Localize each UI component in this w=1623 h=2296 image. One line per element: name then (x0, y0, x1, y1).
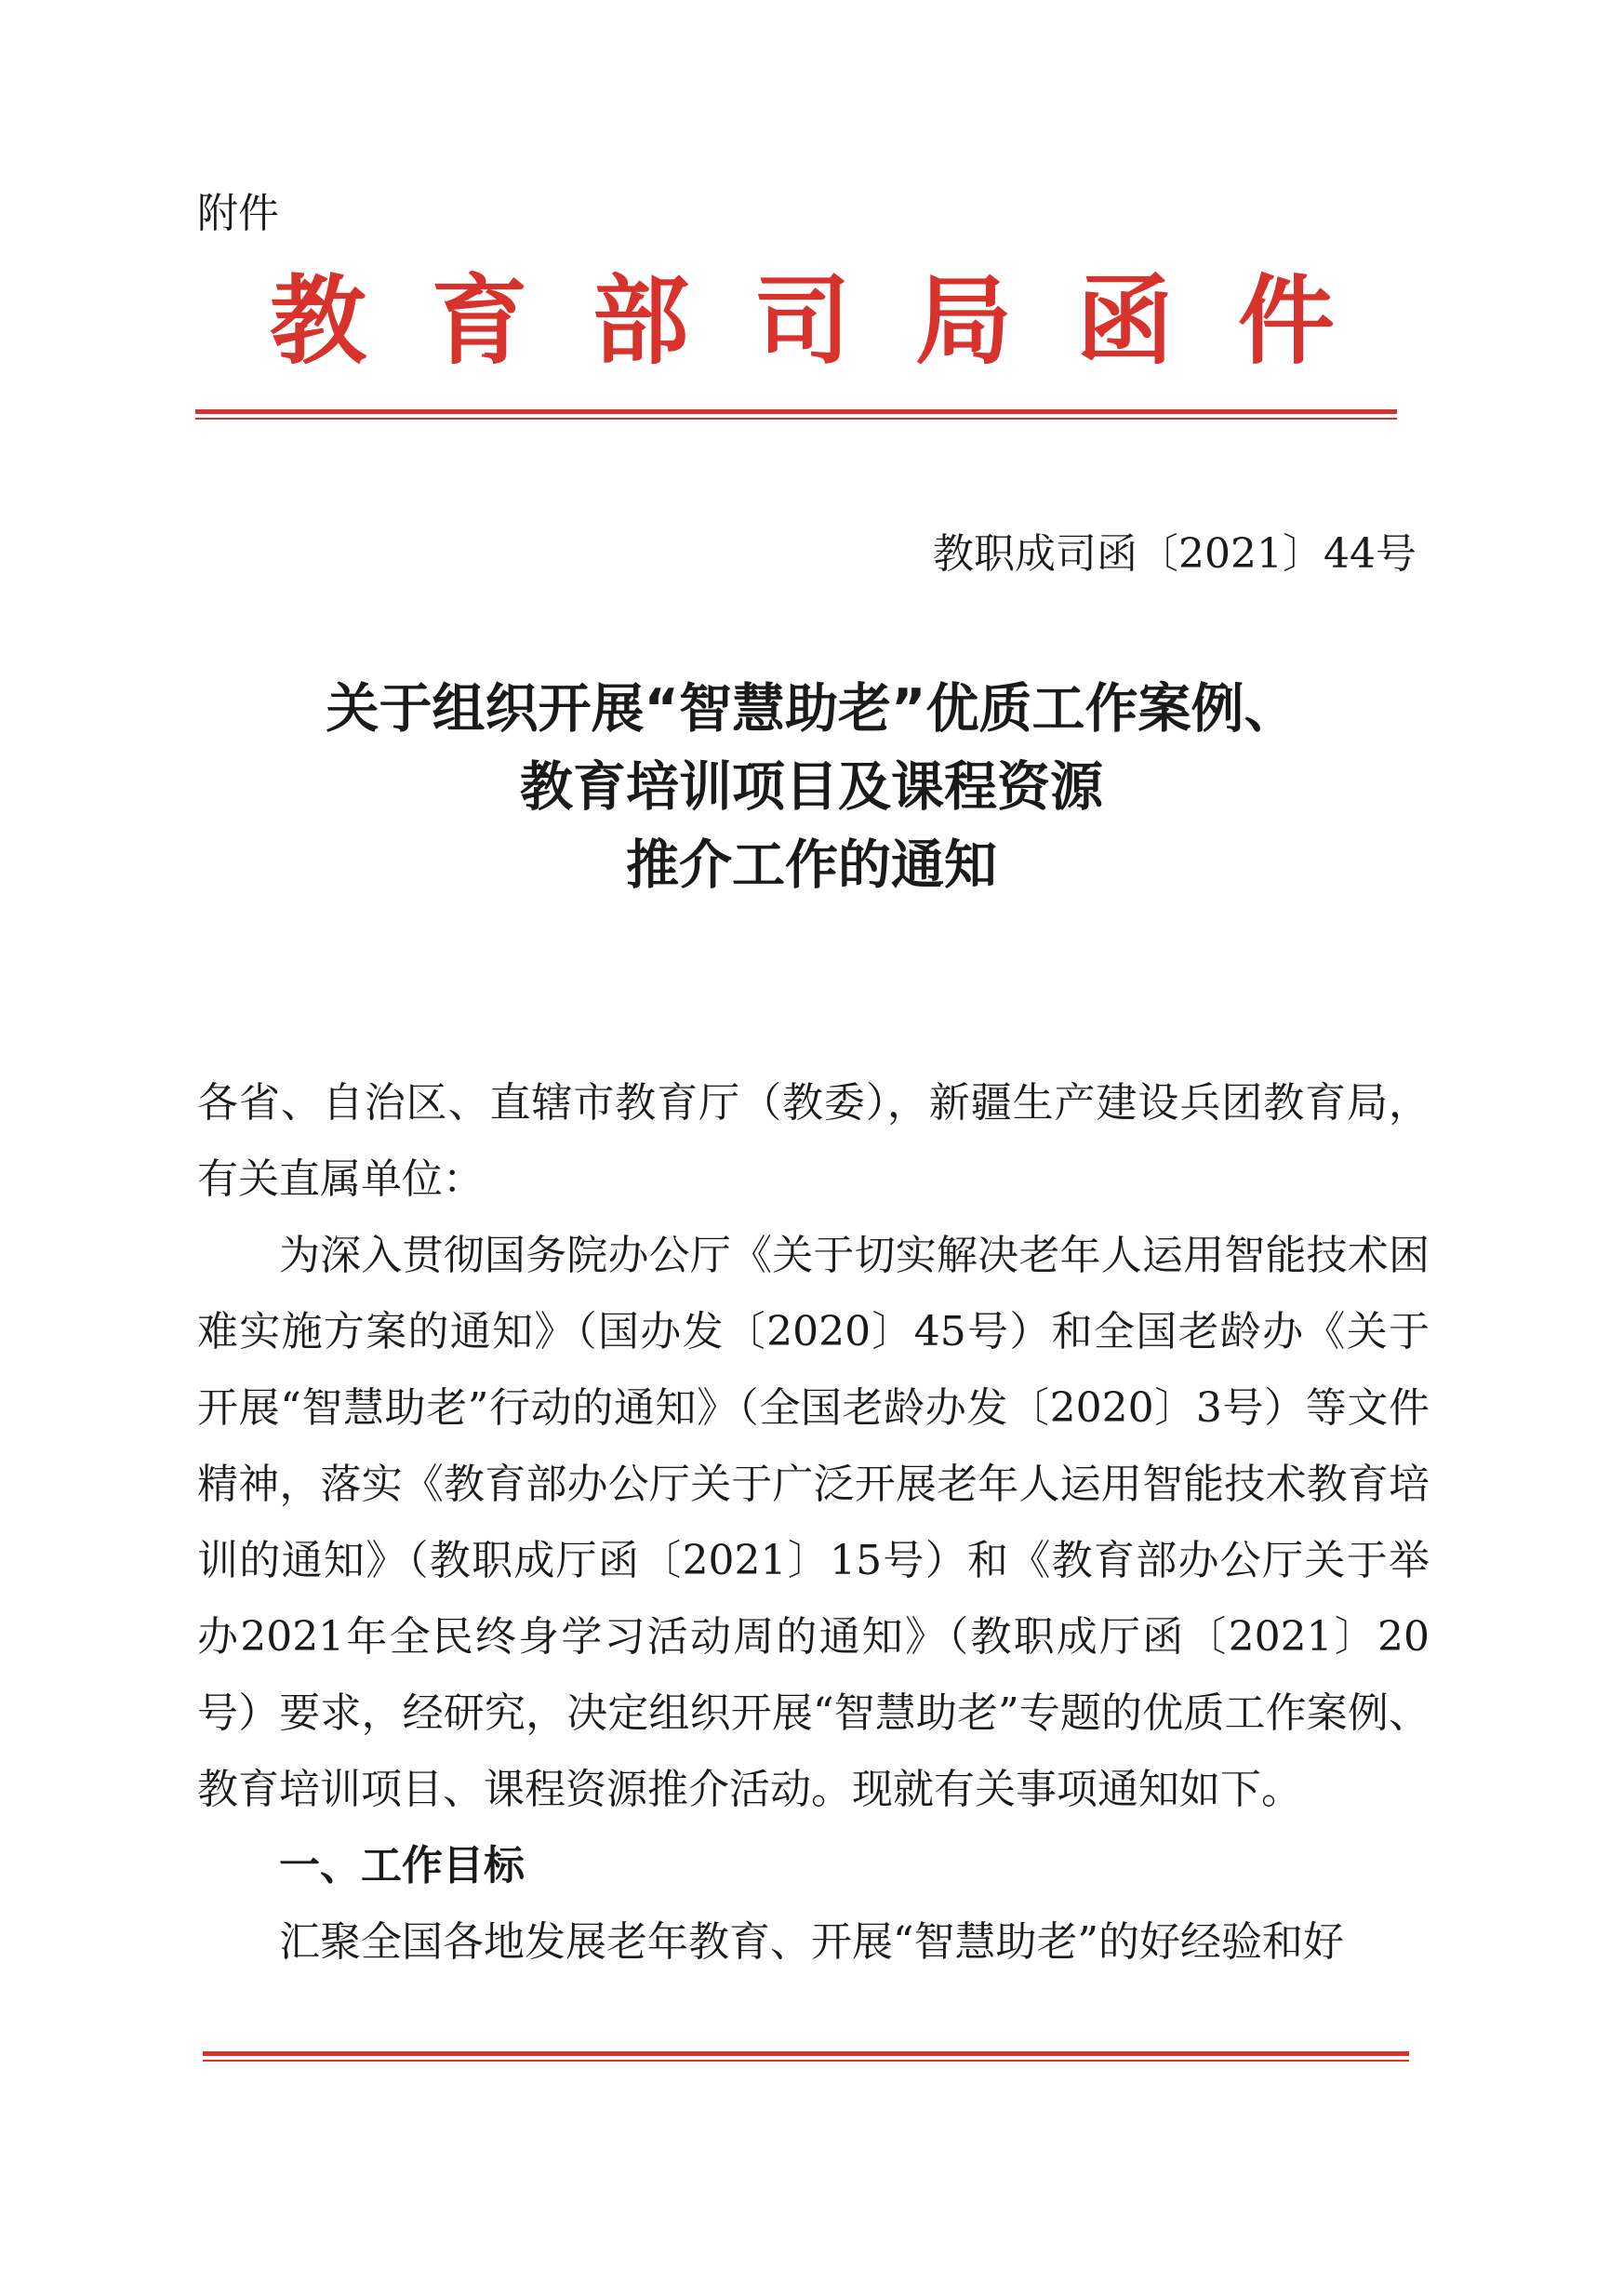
title-line: 推介工作的通知 (626, 834, 997, 896)
body-paragraph: 为深入贯彻国务院办公厅《关于切实解决老年人运用智能技术困难实施方案的通知》（国办发〔2020〕45号）和全国老龄办《关于开展“智慧助老”行动的通知》（全国老龄办发〔2020〕3号）等文件精神，落实《教育部办公厅关于广泛开展老年人运用智能技术教育培训的通知》（教职成厅函〔2021〕15号）和《教育部办公厅关于举办2021年全民终身学习活动周的通知》（教职成厅函〔2021〕20号）要求，经研究，决定组织开展“智慧助老”专题的优质工作案例、教育培训项目、课程资源推介活动。现就有关事项通知如下。 (197, 1232, 1430, 1813)
document-body (197, 1065, 1430, 1981)
divider-thin-line (195, 418, 1397, 420)
masthead-char: 局 (914, 264, 1012, 378)
divider-thin-line (203, 2060, 1409, 2062)
masthead-divider (195, 409, 1397, 421)
footer-divider (203, 2051, 1409, 2063)
masthead-char: 函 (1076, 264, 1174, 378)
divider-thick-line (203, 2051, 1409, 2056)
masthead-char: 教 (270, 264, 367, 378)
section-heading: 一、工作目标 (279, 1842, 525, 1889)
document-title (149, 670, 1474, 904)
masthead-char: 件 (1237, 264, 1335, 378)
divider-thick-line (195, 409, 1397, 414)
title-line: 关于组织开展“智慧助老”优质工作案例、 (326, 678, 1297, 740)
salutation: 各省、自治区、直辖市教育厅（教委），新疆生产建设兵团教育局，有关直属单位： (197, 1079, 1430, 1203)
masthead-char: 部 (592, 264, 689, 378)
masthead-char: 司 (753, 264, 851, 378)
body-paragraph: 汇聚全国各地发展老年教育、开展“智慧助老”的好经验和好 (279, 1918, 1344, 1966)
document-number: 教职成司函〔2021〕44号 (933, 530, 1417, 578)
title-line: 教育培训项目及课程资源 (520, 756, 1103, 818)
masthead-char: 育 (431, 264, 528, 378)
attachment-label: 附件 (197, 190, 279, 237)
masthead (270, 260, 1335, 381)
